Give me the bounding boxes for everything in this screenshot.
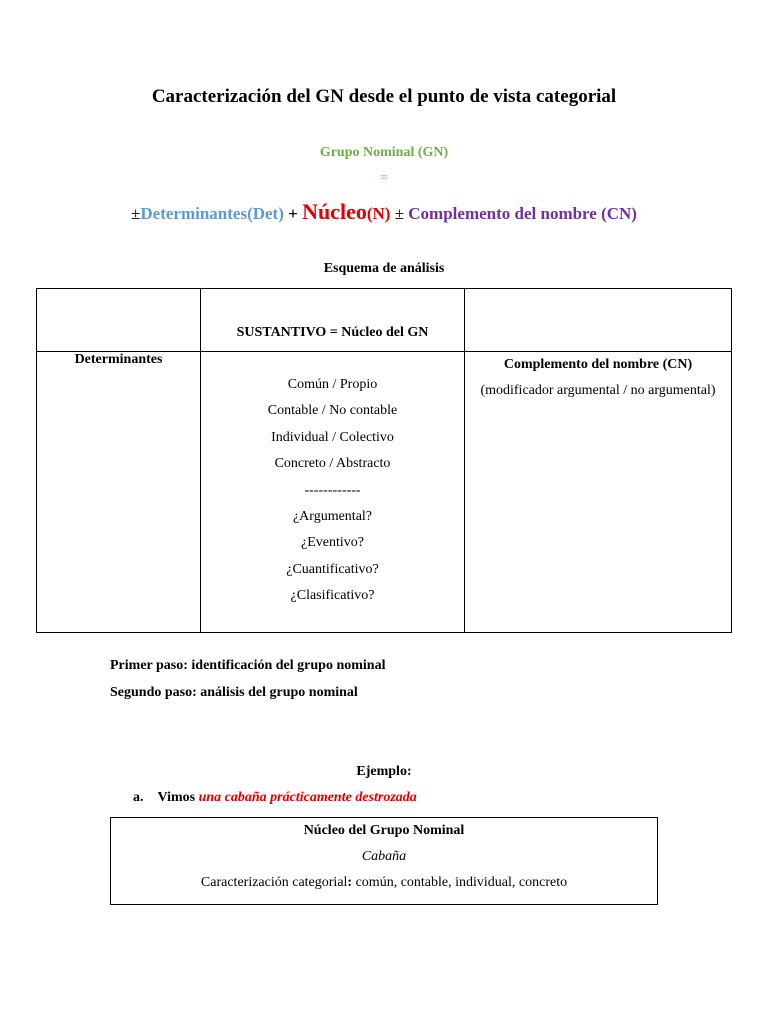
step-2: Segundo paso: análisis del grupo nominal <box>110 685 358 700</box>
box-noun: Cabaña <box>361 849 407 864</box>
example-verb: Vimos <box>157 790 196 805</box>
example-phrase: una cabaña prácticamente destrozada <box>198 790 417 805</box>
table-body-row <box>37 352 732 633</box>
example-sentence <box>133 790 417 806</box>
feature-separator: ------------ <box>304 482 361 498</box>
table-header-row <box>37 289 732 352</box>
feature-item: ¿Argumental? <box>292 509 373 525</box>
determinantes-term: Determinantes(Det) <box>140 204 284 223</box>
plus-minus-sign-2: ± <box>390 204 409 223</box>
header-sustantivo: SUSTANTIVO = Núcleo del GN <box>201 289 465 352</box>
complemento-label: Complemento del nombre (CN) <box>503 357 693 372</box>
complemento-cell <box>465 352 732 633</box>
page-title: Caracterización del GN desde el punto de vista categorial <box>151 86 617 107</box>
ejemplo-label: Ejemplo: <box>356 764 412 779</box>
gn-formula <box>0 199 768 225</box>
analysis-table <box>36 288 732 633</box>
complemento-term: Complemento del nombre (CN) <box>408 204 637 223</box>
char-colon: : <box>347 875 353 890</box>
feature-item: ¿Clasificativo? <box>290 588 375 604</box>
feature-item: Individual / Colectivo <box>271 429 394 445</box>
nucleo-term: Núcleo <box>302 199 367 224</box>
feature-item: Contable / No contable <box>267 403 398 419</box>
example-marker: a. <box>133 790 144 805</box>
box-heading: Núcleo del Grupo Nominal <box>303 823 465 838</box>
sustantivo-features-cell <box>201 352 465 633</box>
esquema-title: Esquema de análisis <box>323 261 445 276</box>
step-1: Primer paso: identificación del grupo nominal <box>110 658 386 673</box>
equals-sign: = <box>380 171 388 186</box>
char-label: Caracterización categorial <box>200 875 348 890</box>
determinantes-cell: Determinantes <box>37 352 201 633</box>
example-box <box>110 817 658 905</box>
complemento-sub: (modificador argumental / no argumental) <box>480 383 716 399</box>
header-cell-empty-left <box>37 289 201 352</box>
header-cell-empty-right <box>465 289 732 352</box>
gn-label: Grupo Nominal (GN) <box>319 145 449 160</box>
char-values: común, contable, individual, concreto <box>352 875 568 890</box>
plus-minus-sign: ± <box>131 204 141 223</box>
feature-item: ¿Cuantificativo? <box>286 561 379 577</box>
plus-sign: + <box>283 204 303 223</box>
feature-item: Común / Propio <box>287 377 378 392</box>
nucleo-abbr: (N) <box>366 204 391 223</box>
feature-item: ¿Eventivo? <box>301 535 364 551</box>
box-characterization <box>111 870 657 896</box>
feature-item: Concreto / Abstracto <box>274 456 391 472</box>
